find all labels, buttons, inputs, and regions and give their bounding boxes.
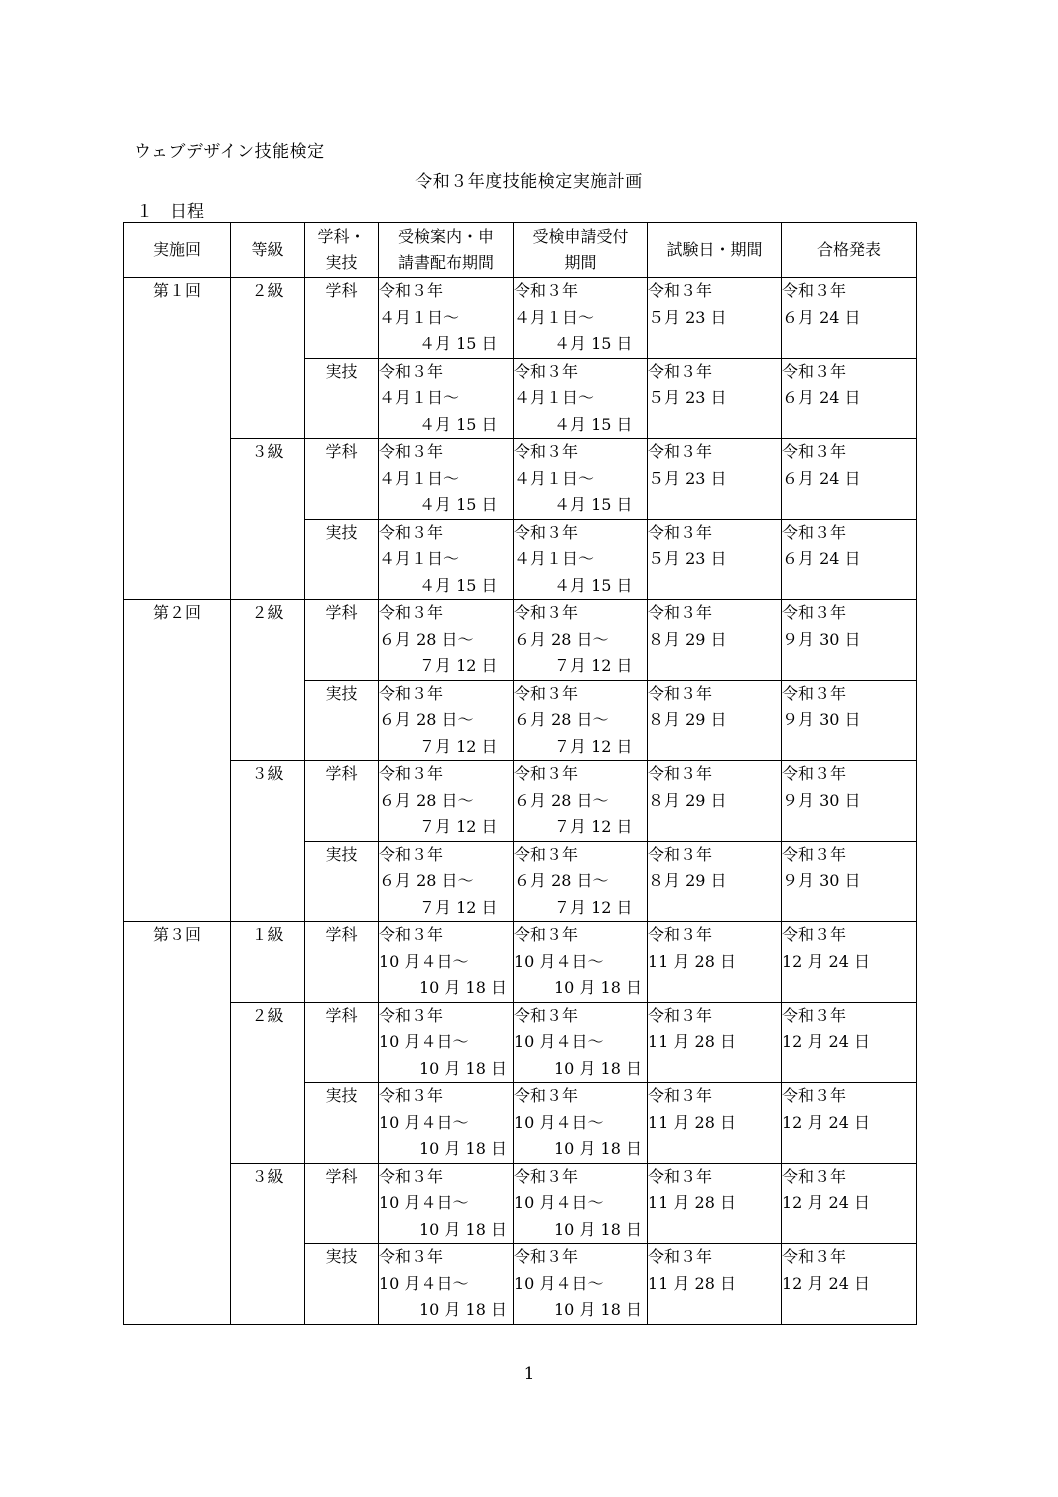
date-line: 令和３年 [648,281,713,300]
exam-date-cell [648,600,782,681]
date-line: 令和３年 [782,1086,847,1105]
type-cell: 学科 [305,600,379,681]
type-cell: 実技 [305,841,379,922]
grade-cell: ３級 [231,761,305,922]
guide-period-cell [379,1002,514,1083]
type-cell: 学科 [305,1163,379,1244]
date-line: ５月 23 日 [648,307,727,327]
date-line: ７月 12 日 [554,817,633,836]
date-line: 10 月４日～ [514,1273,604,1293]
type-cell: 実技 [305,519,379,600]
date-line: 10 月 18 日 [554,1139,642,1158]
date-line: 令和３年 [379,1247,444,1266]
date-line: ４月 15 日 [419,495,498,514]
date-line: 10 月 18 日 [419,1300,507,1319]
date-line: ８月 29 日 [648,790,727,810]
date-line: 令和３年 [782,281,847,300]
date-line: ６月 28 日～ [379,790,474,810]
page-title: 令和３年度技能検定実施計画 [415,172,643,192]
date-line: ４月１日～ [514,307,595,327]
grade-cell: ２級 [231,600,305,761]
guide-period-cell [379,841,514,922]
header-guide-period [379,223,514,278]
date-line: 10 月４日～ [379,1193,469,1212]
page-number: 1 [523,1364,535,1384]
application-period-cell [514,922,648,1003]
date-line: ４月 15 日 [554,575,633,595]
date-line: ４月 15 日 [419,334,498,353]
grade-cell: ３級 [231,1163,305,1324]
result-date-cell [782,600,917,681]
guide-period-cell [379,439,514,520]
date-line: 令和３年 [648,1005,713,1025]
exam-date-cell [648,922,782,1003]
guide-period-cell [379,278,514,359]
date-line: 令和３年 [514,442,579,461]
date-line: ８月 29 日 [648,871,727,890]
date-line: ６月 28 日～ [514,629,609,649]
date-line: 令和３年 [379,603,444,622]
date-line: 12 月 24 日 [782,1193,870,1212]
guide-period-cell [379,1244,514,1325]
date-line: 令和３年 [514,1247,579,1266]
result-date-cell [782,922,917,1003]
date-line: 令和３年 [514,925,579,944]
date-line: ５月 23 日 [648,388,727,407]
date-line: 11 月 28 日 [648,1112,736,1132]
exam-date-cell [648,841,782,922]
result-date-cell [782,278,917,359]
date-line: 令和３年 [782,442,847,461]
type-cell: 学科 [305,439,379,520]
date-line: 令和３年 [648,1247,713,1266]
date-line: 令和３年 [379,361,444,381]
date-line: 令和３年 [782,925,847,944]
date-line: ４月１日～ [514,468,595,488]
date-line: ９月 30 日 [782,790,861,810]
result-date-cell [782,761,917,842]
grade-cell: ２級 [231,278,305,439]
date-line: ６月 24 日 [782,549,861,568]
date-line: ６月 28 日～ [514,790,609,810]
date-line: 令和３年 [379,281,444,300]
result-date-cell [782,519,917,600]
result-date-cell [782,1002,917,1083]
guide-period-cell [379,680,514,761]
application-period-cell [514,841,648,922]
guide-period-cell [379,519,514,600]
date-line: 令和３年 [782,844,847,864]
date-line: 10 月４日～ [514,1193,604,1212]
date-line: 10 月 18 日 [554,978,642,997]
date-line: 令和３年 [379,1086,444,1105]
schedule-table [123,222,917,1325]
date-line: ５月 23 日 [648,468,727,488]
date-line: ７月 12 日 [419,656,498,675]
application-period-cell [514,1002,648,1083]
date-line: 令和３年 [782,522,847,542]
date-line: ４月１日～ [379,468,460,488]
header-line: 学科・ [317,227,366,246]
date-line: ４月 15 日 [554,495,633,514]
date-line: 10 月 18 日 [419,1058,507,1078]
date-line: 令和３年 [379,442,444,461]
date-line: 12 月 24 日 [782,1112,870,1132]
header-type [305,223,379,278]
date-line: ８月 29 日 [648,629,727,649]
application-period-cell [514,519,648,600]
result-date-cell [782,358,917,439]
guide-period-cell [379,358,514,439]
date-line: ６月 24 日 [782,307,861,327]
date-line: 令和３年 [514,281,579,300]
date-line: 令和３年 [514,683,579,703]
date-line: ９月 30 日 [782,629,861,649]
date-line: ７月 12 日 [554,736,633,756]
result-date-cell [782,1083,917,1164]
date-line: 令和３年 [648,844,713,864]
date-line: ７月 12 日 [554,897,633,917]
header-line: 受検案内・申 [397,227,494,246]
exam-date-cell [648,1002,782,1083]
date-line: 令和３年 [379,1166,444,1186]
table-row [124,1163,917,1244]
table-row [124,600,917,681]
date-line: 令和３年 [648,1086,713,1105]
date-line: 10 月 18 日 [419,1139,507,1158]
table-row [124,439,917,520]
date-line: ５月 23 日 [648,549,727,568]
date-line: ６月 28 日～ [379,629,474,649]
table-row [124,1002,917,1083]
date-line: 令和３年 [782,1247,847,1266]
date-line: 11 月 28 日 [648,1193,736,1212]
date-line: 令和３年 [379,764,444,783]
application-period-cell [514,761,648,842]
date-line: ４月１日～ [379,549,460,568]
table-row [124,278,917,359]
type-cell: 学科 [305,1002,379,1083]
date-line: 10 月 18 日 [419,1219,507,1239]
application-period-cell [514,1244,648,1325]
date-line: ４月 15 日 [554,414,633,434]
guide-period-cell [379,761,514,842]
exam-date-cell [648,680,782,761]
section-title: 日程 [170,202,204,222]
application-period-cell [514,358,648,439]
date-line: 令和３年 [782,1005,847,1025]
date-line: 令和３年 [782,764,847,783]
date-line: 10 月 18 日 [554,1219,642,1239]
date-line: 令和３年 [379,1005,444,1025]
date-line: ６月 24 日 [782,388,861,407]
type-cell: 学科 [305,922,379,1003]
date-line: 10 月４日～ [514,951,604,971]
header-result-date: 合格発表 [782,223,917,278]
date-line: ４月 15 日 [419,414,498,434]
date-line: 令和３年 [514,1086,579,1105]
exam-date-cell [648,278,782,359]
table-row [124,922,917,1003]
result-date-cell [782,841,917,922]
date-line: 12 月 24 日 [782,1032,870,1051]
exam-date-cell [648,358,782,439]
grade-cell: ３級 [231,439,305,600]
grade-cell: １級 [231,922,305,1003]
date-line: ６月 24 日 [782,468,861,488]
date-line: 令和３年 [648,442,713,461]
section-heading [136,197,204,222]
date-line: 11 月 28 日 [648,951,736,971]
date-line: 令和３年 [514,764,579,783]
date-line: 令和３年 [514,361,579,381]
date-line: 令和３年 [514,603,579,622]
date-line: 令和３年 [782,361,847,381]
date-line: 10 月４日～ [514,1112,604,1132]
date-line: ６月 28 日～ [514,710,609,729]
date-line: 令和３年 [514,522,579,542]
date-line: 令和３年 [648,361,713,381]
exam-date-cell [648,439,782,520]
guide-period-cell [379,1163,514,1244]
application-period-cell [514,278,648,359]
header-application-period [514,223,648,278]
type-cell: 学科 [305,761,379,842]
header-grade: 等級 [231,223,305,278]
result-date-cell [782,680,917,761]
application-period-cell [514,1083,648,1164]
header-exam-date: 試験日・期間 [648,223,782,278]
date-line: 令和３年 [782,683,847,703]
type-cell: 実技 [305,358,379,439]
date-line: ６月 28 日～ [379,710,474,729]
date-line: 令和３年 [379,522,444,542]
type-cell: 学科 [305,278,379,359]
header-line: 受検申請受付 [532,227,629,246]
date-line: 令和３年 [648,522,713,542]
date-line: 令和３年 [648,764,713,783]
date-line: 令和３年 [514,1005,579,1025]
date-line: 10 月４日～ [379,951,469,971]
date-line: ４月 15 日 [554,334,633,353]
header-line: 請書配布期間 [397,253,494,272]
result-date-cell [782,1244,917,1325]
table-header-row [124,223,917,278]
header-line: 実技 [325,253,358,272]
date-line: 令和３年 [648,683,713,703]
date-line: ４月１日～ [514,388,595,407]
date-line: ７月 12 日 [419,817,498,836]
grade-cell: ２級 [231,1002,305,1163]
date-line: 令和３年 [514,1166,579,1186]
date-line: ７月 12 日 [419,736,498,756]
round-cell: 第２回 [124,600,231,922]
date-line: ４月１日～ [514,549,595,568]
round-cell: 第１回 [124,278,231,600]
header-line: 期間 [564,253,597,272]
date-line: 令和３年 [648,925,713,944]
date-line: 10 月４日～ [379,1273,469,1293]
application-period-cell [514,1163,648,1244]
date-line: 10 月 18 日 [419,978,507,997]
application-period-cell [514,680,648,761]
application-period-cell [514,600,648,681]
date-line: ９月 30 日 [782,871,861,890]
exam-date-cell [648,761,782,842]
date-line: 令和３年 [379,683,444,703]
date-line: ６月 28 日～ [514,871,609,890]
type-cell: 実技 [305,680,379,761]
section-number: １ [136,202,153,222]
exam-date-cell [648,1163,782,1244]
date-line: ７月 12 日 [554,656,633,675]
exam-date-cell [648,1083,782,1164]
date-line: ４月１日～ [379,307,460,327]
date-line: ４月１日～ [379,388,460,407]
date-line: 11 月 28 日 [648,1032,736,1051]
date-line: 令和３年 [514,844,579,864]
date-line: ９月 30 日 [782,710,861,729]
header-round: 実施回 [124,223,231,278]
exam-date-cell [648,519,782,600]
date-line: ８月 29 日 [648,710,727,729]
organization-heading: ウェブデザイン技能検定 [134,142,325,162]
guide-period-cell [379,1083,514,1164]
application-period-cell [514,439,648,520]
result-date-cell [782,439,917,520]
date-line: 令和３年 [648,603,713,622]
date-line: ６月 28 日～ [379,871,474,890]
date-line: 10 月４日～ [379,1112,469,1132]
date-line: 12 月 24 日 [782,951,870,971]
date-line: 11 月 28 日 [648,1273,736,1293]
date-line: 令和３年 [379,844,444,864]
guide-period-cell [379,600,514,681]
table-row [124,761,917,842]
round-cell: 第３回 [124,922,231,1325]
date-line: 令和３年 [379,925,444,944]
exam-date-cell [648,1244,782,1325]
type-cell: 実技 [305,1244,379,1325]
date-line: 令和３年 [782,603,847,622]
date-line: 10 月 18 日 [554,1300,642,1319]
type-cell: 実技 [305,1083,379,1164]
date-line: ４月 15 日 [419,575,498,595]
date-line: ７月 12 日 [419,897,498,917]
date-line: 令和３年 [648,1166,713,1186]
result-date-cell [782,1163,917,1244]
date-line: 10 月４日～ [379,1032,469,1051]
date-line: 令和３年 [782,1166,847,1186]
date-line: 10 月 18 日 [554,1058,642,1078]
guide-period-cell [379,922,514,1003]
date-line: 12 月 24 日 [782,1273,870,1293]
date-line: 10 月４日～ [514,1032,604,1051]
